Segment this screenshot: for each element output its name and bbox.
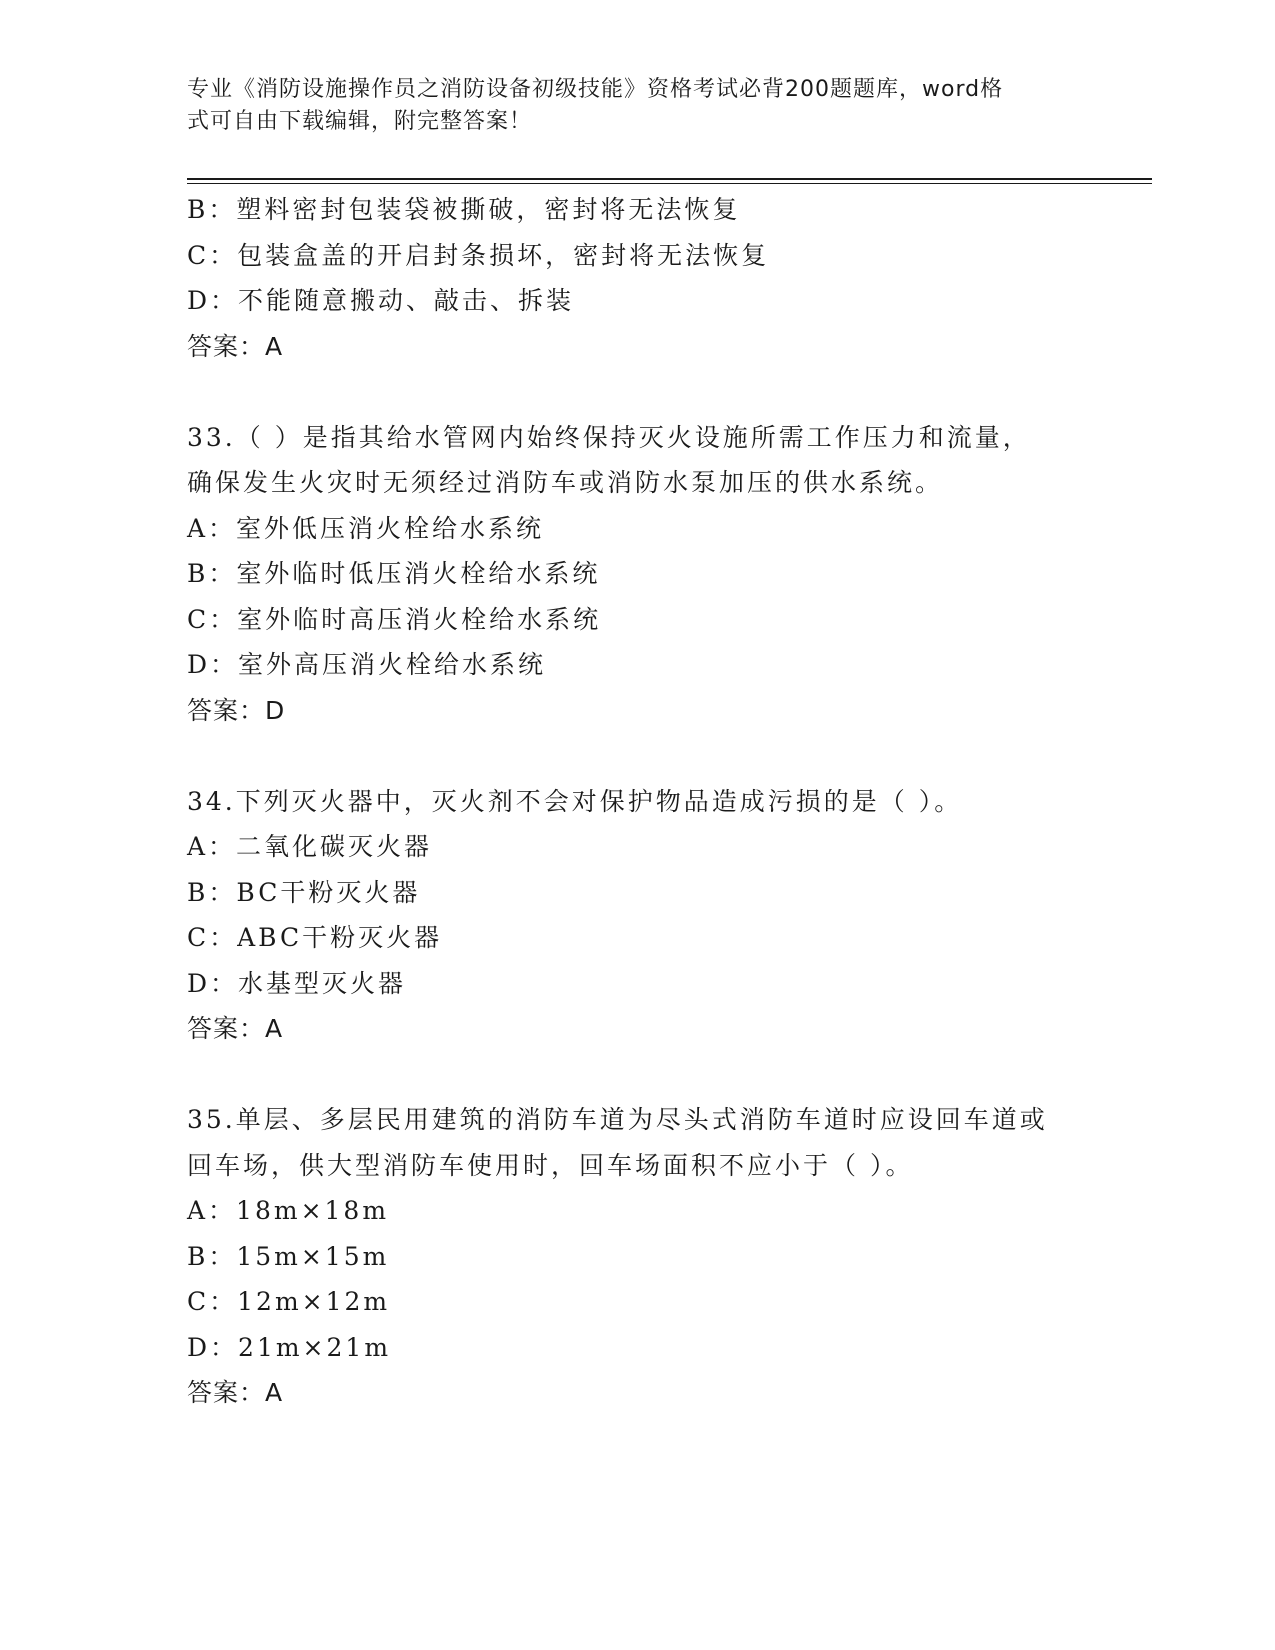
option-a: A：18m×18m [187, 1196, 390, 1225]
spacer [187, 369, 1087, 415]
option-c: C：12m×12m [187, 1287, 391, 1316]
question-stem: 34.下列灭火器中，灭火剂不会对保护物品造成污损的是（ ）。 [187, 786, 963, 816]
header-line-1: 专业《消防设施操作员之消防设备初级技能》资格考试必背200题题库，word格 [187, 77, 1004, 102]
question-stem: 35.单层、多层民用建筑的消防车道为尽头式消防车道时应设回车道或 [187, 1105, 1048, 1134]
question-stem: 33.（ ）是指其给水管网内始终保持灭火设施所需工作压力和流量， [187, 422, 1031, 452]
question-block-34 [187, 779, 1087, 1052]
option-c: C：室外临时高压消火栓给水系统 [187, 604, 602, 634]
option-b: B：15m×15m [187, 1241, 390, 1271]
option-c: C：包装盒盖的开启封条损坏，密封将无法恢复 [187, 240, 770, 270]
spacer [187, 733, 1087, 779]
spacer [187, 1052, 1087, 1098]
answer-line: 答案：A [187, 1378, 284, 1407]
answer-line: 答案：D [187, 695, 286, 725]
header-line-2: 式可自由下载编辑，附完整答案！ [187, 109, 533, 134]
option-a: A：二氧化碳灭火器 [187, 832, 433, 861]
document-header [187, 74, 1067, 138]
option-b: B：BC干粉灭火器 [187, 877, 421, 907]
answer-line: 答案：A [187, 331, 284, 361]
option-d: D：不能随意搬动、敲击、拆装 [187, 286, 575, 315]
option-b: B：室外临时低压消火栓给水系统 [187, 559, 601, 588]
option-c: C：ABC干粉灭火器 [187, 923, 443, 952]
option-a: A：室外低压消火栓给水系统 [187, 513, 545, 543]
header-divider-thick [187, 178, 1152, 180]
question-stem: 确保发生火灾时无须经过消防车或消防水泵加压的供水系统。 [187, 468, 944, 497]
question-list [187, 187, 1087, 1416]
option-d: D：水基型灭火器 [187, 968, 407, 998]
header-divider-thin [187, 183, 1152, 184]
option-d: D：室外高压消火栓给水系统 [187, 650, 547, 679]
option-d: D：21m×21m [187, 1332, 392, 1362]
answer-line: 答案：A [187, 1014, 284, 1043]
question-block-32 [187, 187, 1087, 369]
question-block-33 [187, 415, 1087, 734]
option-b: B：塑料密封包装袋被撕破，密封将无法恢复 [187, 195, 741, 224]
question-block-35 [187, 1097, 1087, 1416]
question-stem: 回车场，供大型消防车使用时，回车场面积不应小于（ ）。 [187, 1150, 914, 1180]
